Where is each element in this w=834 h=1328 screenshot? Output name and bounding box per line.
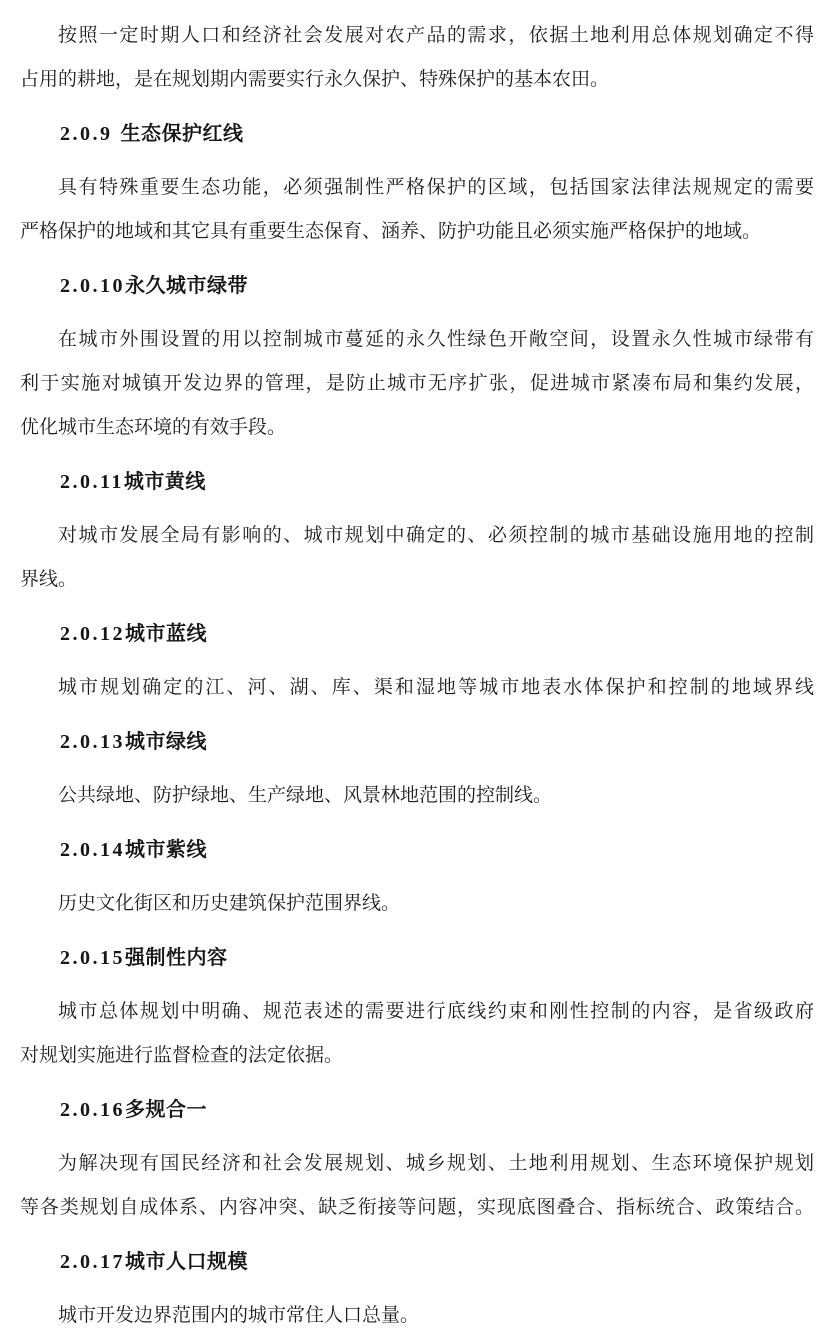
paragraph-mandatory-content [20, 990, 814, 1078]
section-title: 生态保护红线 [120, 123, 244, 145]
text-line: 历史文化街区和历史建筑保护范围界线。 [58, 893, 401, 914]
section-heading-2-0-15 [20, 936, 814, 980]
section-title: 城市紫线 [125, 839, 207, 861]
section-heading-2-0-17 [20, 1240, 814, 1284]
section-heading-2-0-12 [20, 612, 814, 656]
section-number: 2.0.13 [60, 731, 125, 753]
section-heading-2-0-11 [20, 460, 814, 504]
text-line: 城市总体规划中明确、规范表述的需要进行底线约束和刚性控制的内容，是省级政府 [58, 1001, 814, 1022]
section-title: 多规合一 [125, 1099, 207, 1121]
paragraph-population-size [20, 1294, 814, 1328]
section-title: 城市绿线 [125, 731, 207, 753]
text-line: 利于实施对城镇开发边界的管理，是防止城市无序扩张，促进城市紧凑布局和集约发展， [20, 373, 814, 394]
section-title: 强制性内容 [125, 947, 228, 969]
section-title: 城市人口规模 [125, 1251, 248, 1273]
section-title: 城市黄线 [123, 471, 206, 493]
paragraph-multi-plan [20, 1142, 814, 1230]
text-line: 按照一定时期人口和经济社会发展对农产品的需求，依据土地利用总体规划确定不得 [58, 25, 814, 46]
section-number: 2.0.17 [60, 1251, 125, 1273]
paragraph-green-line [20, 774, 814, 818]
text-line: 城市开发边界范围内的城市常住人口总量。 [58, 1305, 420, 1326]
section-number: 2.0.16 [60, 1099, 125, 1121]
text-line: 对城市发展全局有影响的、城市规划中确定的、必须控制的城市基础设施用地的控制 [58, 525, 814, 546]
section-heading-2-0-16 [20, 1088, 814, 1132]
text-line: 公共绿地、防护绿地、生产绿地、风景林地范围的控制线。 [58, 785, 553, 806]
section-number: 2.0.10 [60, 275, 125, 297]
paragraph-basic-farmland [20, 14, 814, 102]
section-number: 2.0.11 [60, 471, 124, 493]
paragraph-purple-line [20, 882, 814, 926]
text-line: 具有特殊重要生态功能，必须强制性严格保护的区域，包括国家法律法规规定的需要 [58, 177, 814, 198]
section-heading-2-0-13 [20, 720, 814, 764]
text-line: 城市规划确定的江、河、湖、库、渠和湿地等城市地表水体保护和控制的地域界线 [58, 677, 814, 698]
section-heading-2-0-14 [20, 828, 814, 872]
paragraph-green-belt [20, 318, 814, 450]
section-heading-2-0-10 [20, 264, 814, 308]
paragraph-eco-redline [20, 166, 814, 254]
text-line: 界线。 [20, 569, 78, 590]
paragraph-blue-line [20, 666, 814, 710]
text-line: 占用的耕地，是在规划期内需要实行永久保护、特殊保护的基本农田。 [20, 69, 610, 90]
text-line: 等各类规划自成体系、内容冲突、缺乏衔接等问题，实现底图叠合、指标统合、政策结合。 [20, 1197, 814, 1218]
text-line: 在城市外围设置的用以控制城市蔓延的永久性绿色开敞空间，设置永久性城市绿带有 [58, 329, 814, 350]
text-line: 为解决现有国民经济和社会发展规划、城乡规划、土地利用规划、生态环境保护规划 [58, 1153, 814, 1174]
section-number: 2.0.9 [60, 123, 113, 145]
section-number: 2.0.15 [60, 947, 125, 969]
section-number: 2.0.14 [60, 839, 125, 861]
text-line: 优化城市生态环境的有效手段。 [20, 417, 287, 438]
section-number: 2.0.12 [60, 623, 125, 645]
text-line: 严格保护的地域和其它具有重要生态保育、涵养、防护功能且必须实施严格保护的地域。 [20, 221, 762, 242]
section-title: 永久城市绿带 [125, 275, 248, 297]
text-line: 对规划实施进行监督检查的法定依据。 [20, 1045, 344, 1066]
section-heading-2-0-9 [20, 112, 814, 156]
paragraph-yellow-line [20, 514, 814, 602]
section-title: 城市蓝线 [125, 623, 207, 645]
